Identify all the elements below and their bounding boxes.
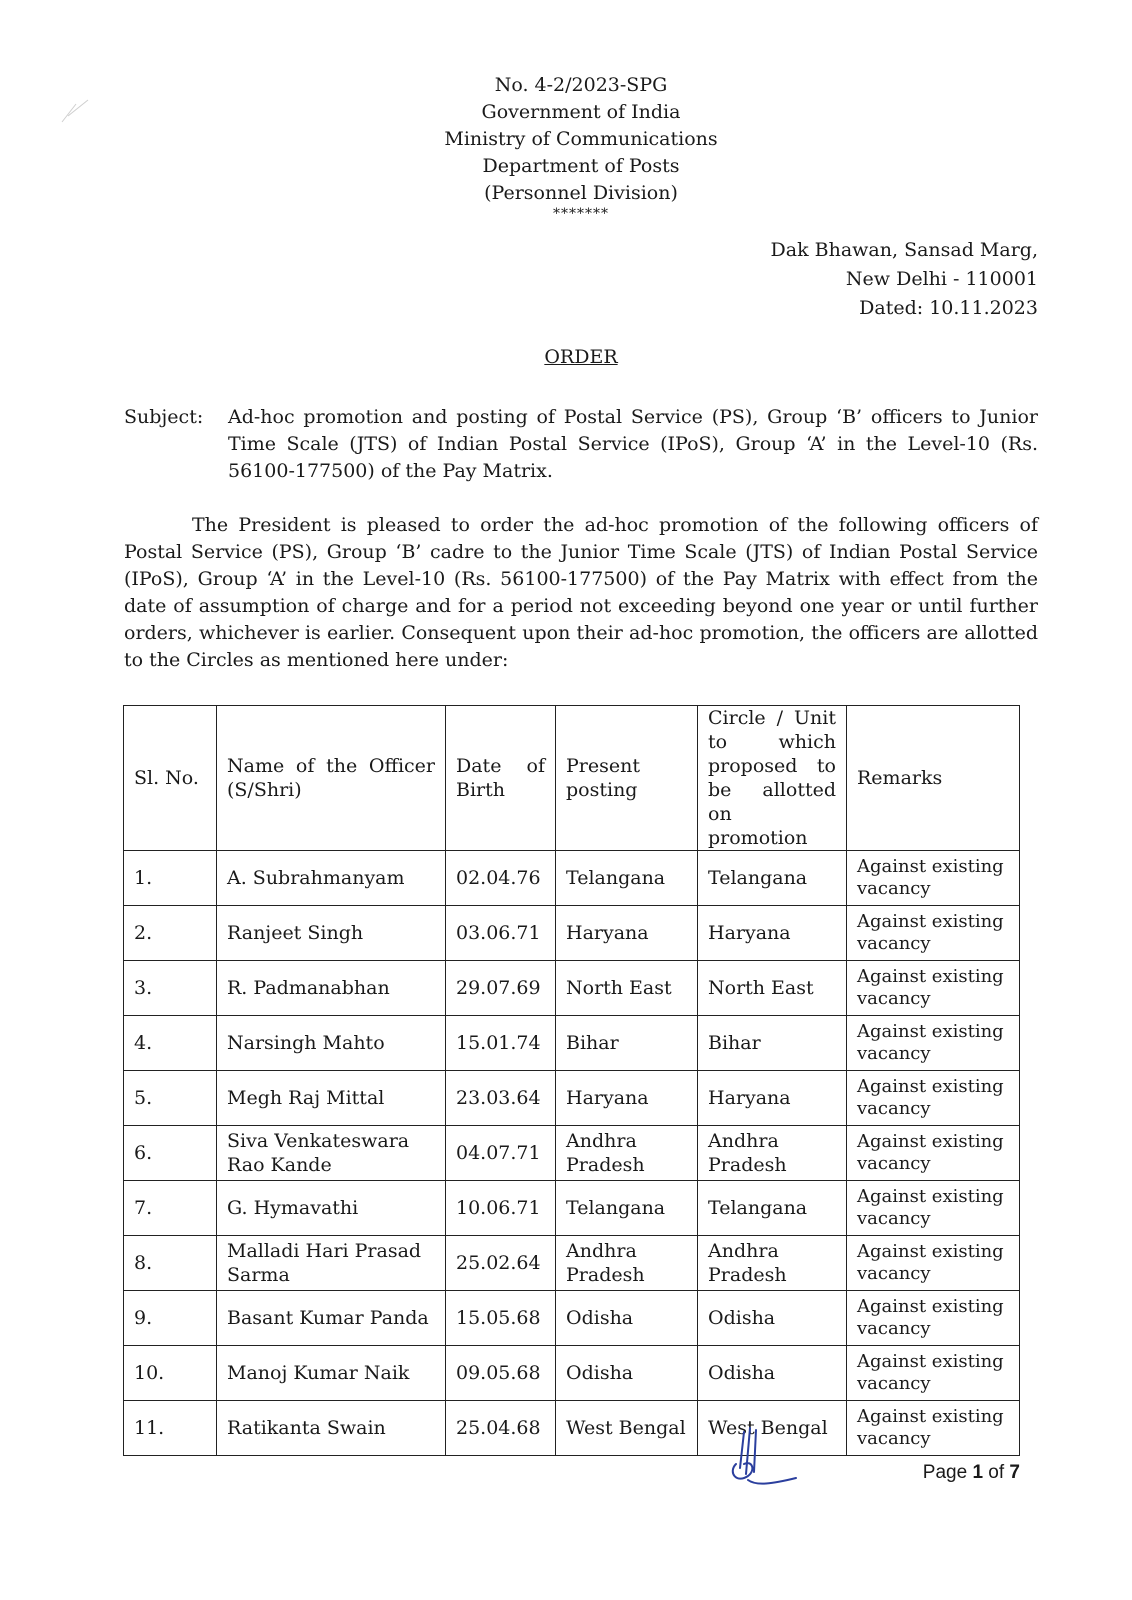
cell-sl-no: 7. <box>124 1181 217 1236</box>
cell-sl-no: 1. <box>124 851 217 906</box>
cell-circle-unit: Haryana <box>698 1071 847 1126</box>
officers-table <box>123 705 1020 1456</box>
cell-sl-no: 10. <box>124 1346 217 1401</box>
subject-text: Ad-hoc promotion and posting of Postal Service (PS), Group ‘B’ officers to Junior Time Scale (JTS) of Indian Postal Service (IPoS), Group ‘A’ in the Level-10 (Rs. 56100-177500) of the Pay Matrix. <box>228 406 1038 482</box>
cell-date-of-birth: 25.02.64 <box>446 1236 556 1291</box>
document-header <box>0 72 1132 221</box>
cell-present-posting: Haryana <box>556 1071 698 1126</box>
cell-remarks: Against existing vacancy <box>847 1126 1020 1181</box>
cell-present-posting: Telangana <box>556 851 698 906</box>
header-government: Government of India <box>481 101 681 123</box>
subject-block <box>124 404 1038 485</box>
cell-date-of-birth: 04.07.71 <box>446 1126 556 1181</box>
cell-circle-unit: Haryana <box>698 906 847 961</box>
cell-sl-no: 5. <box>124 1071 217 1126</box>
cell-officer-name: R. Padmanabhan <box>217 961 446 1016</box>
table-row <box>124 1126 1020 1181</box>
cell-officer-name: Ranjeet Singh <box>217 906 446 961</box>
cell-sl-no: 4. <box>124 1016 217 1071</box>
cell-circle-unit: North East <box>698 961 847 1016</box>
cell-sl-no: 8. <box>124 1236 217 1291</box>
cell-date-of-birth: 23.03.64 <box>446 1071 556 1126</box>
cell-officer-name: G. Hymavathi <box>217 1181 446 1236</box>
header-division: (Personnel Division) <box>484 182 678 204</box>
cell-remarks: Against existing vacancy <box>847 1181 1020 1236</box>
cell-circle-unit: Bihar <box>698 1016 847 1071</box>
table-row <box>124 1071 1020 1126</box>
header-present-posting: Present posting <box>556 706 698 851</box>
cell-date-of-birth: 15.05.68 <box>446 1291 556 1346</box>
table-row <box>124 1346 1020 1401</box>
cell-date-of-birth: 09.05.68 <box>446 1346 556 1401</box>
page-number: Page 1 of 7 <box>922 1462 1020 1483</box>
cell-circle-unit: Telangana <box>698 1181 847 1236</box>
cell-sl-no: 2. <box>124 906 217 961</box>
cell-date-of-birth: 03.06.71 <box>446 906 556 961</box>
reference-number: No. 4-2/2023-SPG <box>494 74 668 96</box>
header-separator: ******* <box>553 206 609 222</box>
cell-present-posting: Telangana <box>556 1181 698 1236</box>
cell-circle-unit: Andhra Pradesh <box>698 1126 847 1181</box>
cell-present-posting: Odisha <box>556 1346 698 1401</box>
table-row <box>124 1236 1020 1291</box>
cell-officer-name: Basant Kumar Panda <box>217 1291 446 1346</box>
cell-date-of-birth: 02.04.76 <box>446 851 556 906</box>
cell-remarks: Against existing vacancy <box>847 1071 1020 1126</box>
cell-present-posting: Andhra Pradesh <box>556 1236 698 1291</box>
body-paragraph: The President is pleased to order the ad-hoc promotion of the following officers of Postal Service (PS), Group ‘B’ cadre to the Junior Time Scale (JTS) of Indian Postal Service (IPoS), Group ‘A’ in the Level-10 (Rs. 56100-177500) of the Pay Matrix with effect from the date of assumption of charge and for a period not exceeding beyond one year or until further orders, whichever is earlier. Consequent upon their ad-hoc promotion, the officers are allotted to the Circles as mentioned here under: <box>124 514 1038 671</box>
cell-present-posting: Andhra Pradesh <box>556 1126 698 1181</box>
cell-officer-name: Siva Venkateswara Rao Kande <box>217 1126 446 1181</box>
cell-sl-no: 9. <box>124 1291 217 1346</box>
cell-date-of-birth: 25.04.68 <box>446 1401 556 1456</box>
header-sl-no: Sl. No. <box>124 706 217 851</box>
cell-officer-name: Ratikanta Swain <box>217 1401 446 1456</box>
address-line-1: Dak Bhawan, Sansad Marg, <box>770 239 1038 261</box>
cell-circle-unit: Odisha <box>698 1291 847 1346</box>
cell-circle-unit: Odisha <box>698 1346 847 1401</box>
cell-date-of-birth: 29.07.69 <box>446 961 556 1016</box>
table-row <box>124 1291 1020 1346</box>
cell-remarks: Against existing vacancy <box>847 1236 1020 1291</box>
cell-officer-name: A. Subrahmanyam <box>217 851 446 906</box>
header-department: Department of Posts <box>482 155 680 177</box>
header-date-of-birth: Date of Birth <box>446 706 556 851</box>
total-pages: 7 <box>1009 1462 1020 1483</box>
table-header-row <box>124 706 1020 851</box>
cell-remarks: Against existing vacancy <box>847 851 1020 906</box>
table-row <box>124 961 1020 1016</box>
cell-date-of-birth: 10.06.71 <box>446 1181 556 1236</box>
cell-remarks: Against existing vacancy <box>847 1401 1020 1456</box>
cell-present-posting: North East <box>556 961 698 1016</box>
table-row <box>124 1016 1020 1071</box>
subject-label: Subject: <box>124 406 204 428</box>
header-remarks: Remarks <box>847 706 1020 851</box>
cell-officer-name: Manoj Kumar Naik <box>217 1346 446 1401</box>
address-line-2: New Delhi - 110001 <box>845 268 1038 290</box>
cell-sl-no: 11. <box>124 1401 217 1456</box>
cell-present-posting: Bihar <box>556 1016 698 1071</box>
cell-remarks: Against existing vacancy <box>847 906 1020 961</box>
cell-circle-unit: Andhra Pradesh <box>698 1236 847 1291</box>
cell-officer-name: Malladi Hari Prasad Sarma <box>217 1236 446 1291</box>
cell-remarks: Against existing vacancy <box>847 1016 1020 1071</box>
signature-icon <box>726 1424 802 1504</box>
header-ministry: Ministry of Communications <box>444 128 718 150</box>
table-row <box>124 906 1020 961</box>
cell-officer-name: Narsingh Mahto <box>217 1016 446 1071</box>
table-row <box>124 1401 1020 1456</box>
cell-circle-unit: Telangana <box>698 851 847 906</box>
cell-present-posting: West Bengal <box>556 1401 698 1456</box>
cell-remarks: Against existing vacancy <box>847 1346 1020 1401</box>
cell-remarks: Against existing vacancy <box>847 1291 1020 1346</box>
cell-date-of-birth: 15.01.74 <box>446 1016 556 1071</box>
cell-sl-no: 6. <box>124 1126 217 1181</box>
cell-officer-name: Megh Raj Mittal <box>217 1071 446 1126</box>
cell-present-posting: Odisha <box>556 1291 698 1346</box>
cell-present-posting: Haryana <box>556 906 698 961</box>
table-row <box>124 851 1020 906</box>
current-page: 1 <box>972 1462 984 1483</box>
cell-remarks: Against existing vacancy <box>847 961 1020 1016</box>
order-title: ORDER <box>544 346 618 368</box>
cell-circle-unit: West Bengal <box>698 1401 847 1456</box>
table-row <box>124 1181 1020 1236</box>
header-circle-unit: Circle / Unit to which proposed to be allotted on promotion <box>698 706 847 851</box>
cell-sl-no: 3. <box>124 961 217 1016</box>
header-officer-name: Name of the Officer (S/Shri) <box>217 706 446 851</box>
date-line: Dated: 10.11.2023 <box>859 297 1038 319</box>
address-block <box>771 236 1038 323</box>
